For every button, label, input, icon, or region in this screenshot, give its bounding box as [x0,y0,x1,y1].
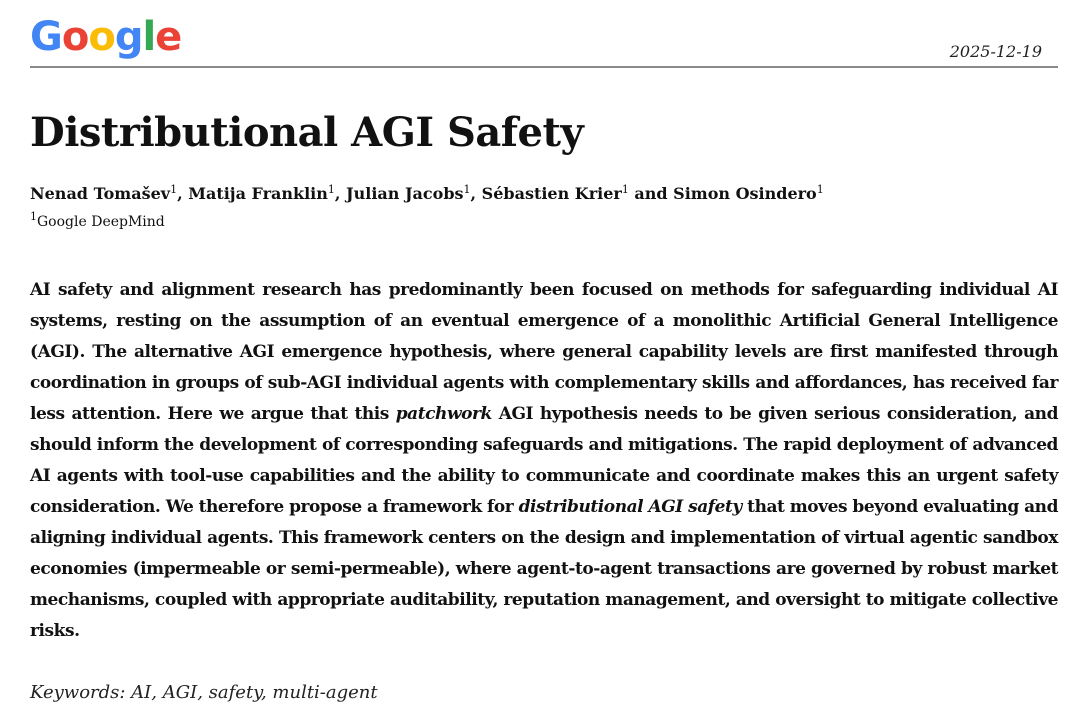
author-affiliation-mark: 1 [327,183,335,196]
abstract-text: that moves beyond evaluating and aligning individual agents. This framework centers on the design and implementation of virtual agentic sandbox economies (impermeable or semi-permeable), where agent-to-agent transactions are governed by robust market mechanisms, coupled with appropriate auditability, reputation management, and oversight to mitigate collective risks. [30,497,1059,641]
keywords: Keywords: AI, AGI, safety, multi-agent [30,682,378,703]
author-name: Nenad Tomašev [30,184,171,203]
logo-letter: e [155,14,182,60]
publication-date: 2025-12-19 [949,42,1042,61]
abstract [30,275,1058,647]
author-affiliation-mark: 1 [621,183,629,196]
logo-letter: g [114,14,143,60]
author-separator: and [628,184,674,203]
abstract-emphasis: patchwork [395,404,492,424]
affiliation-name: Google DeepMind [37,214,165,230]
author-affiliation-mark: 1 [816,183,824,196]
author-name: Simon Osindero [673,184,817,203]
paper-title: Distributional AGI Safety [30,109,584,156]
author-separator: , [177,184,189,203]
affiliation-mark: 1 [30,210,37,223]
page-header [30,12,1058,68]
abstract-text: AGI hypothesis needs to be given serious consideration, and should inform the development of corresponding safeguards and mitigations. The rapid deployment of advanced AI agents with tool-use capabilities and the ability to communicate and coordinate makes this an urgent safety consideration. We therefore propose a framework for [30,404,1059,517]
author-affiliation-mark: 1 [463,183,471,196]
abstract-emphasis: distributional AGI safety [518,497,742,517]
abstract-text: AI safety and alignment research has predominantly been focused on methods for safeguarding individual AI systems, resting on the assumption of an eventual emergence of a monolithic Artificial General Intelligence (AGI). The alternative AGI emergence hypothesis, where general capability levels are first manifested through coordination in groups of sub-AGI individual agents with complementary skills and affordances, has received far less attention. Here we argue that this [30,280,1058,424]
header-divider [30,66,1058,68]
logo-letter: G [30,14,62,60]
logo-letter: o [61,14,89,60]
google-logo [30,14,181,60]
author-name: Julian Jacobs [346,184,464,203]
author-list [30,183,824,205]
logo-letter: l [142,14,156,60]
affiliation [30,212,165,232]
author-name: Sébastien Krier [481,184,622,203]
author-name: Matija Franklin [188,184,328,203]
author-separator: , [470,184,482,203]
paper-page [30,0,1058,721]
author-separator: , [334,184,347,203]
author-affiliation-mark: 1 [170,183,178,196]
logo-letter: o [88,14,115,60]
